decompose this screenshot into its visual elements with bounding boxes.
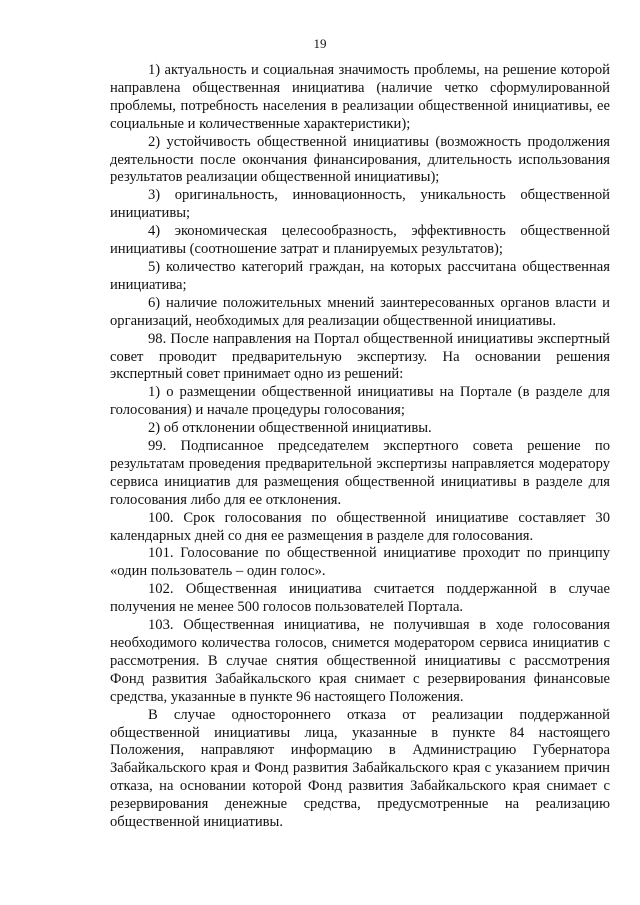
paragraph-clause-98: 98. После направления на Портал общественной инициативы экспертный совет проводит предварительную экспертизу. На основании решения экспертный совет принимает одно из решений: xyxy=(110,330,610,383)
page-number: 19 xyxy=(313,36,327,51)
paragraph-decision-1: 1) о размещении общественной инициативы на Портале (в разделе для голосования) и начале процедуры голосования; xyxy=(110,384,610,419)
paragraph-clause-99: 99. Подписанное председателем экспертного совета решение по результатам проведения предварительной экспертизы направляется модератору сервиса инициатив для размещения общественной инициативы в разделе для голосования либо для ее отклонения. xyxy=(110,438,610,508)
paragraph-criterion-2: 2) устойчивость общественной инициативы (возможность продолжения деятельности после окончания финансирования, длительность использования результатов реализации общественной инициативы); xyxy=(110,133,610,186)
document-body xyxy=(110,62,610,832)
paragraph-clause-101: 101. Голосование по общественной инициативе проходит по принципу «один пользователь – один голос». xyxy=(110,545,610,580)
paragraph-criterion-3: 3) оригинальность, инновационность, уникальность общественной инициативы; xyxy=(110,187,610,222)
paragraph-criterion-6: 6) наличие положительных мнений заинтересованных органов власти и организаций, необходимых для реализации общественной инициативы. xyxy=(110,294,610,329)
paragraph-decision-2: 2) об отклонении общественной инициативы. xyxy=(148,420,432,437)
paragraph-criterion-1: 1) актуальность и социальная значимость проблемы, на решение которой направлена общественная инициатива (наличие четко сформулированной проблемы, потребность населения в реализации общественной инициативы, ее социальные и количественные характеристики); xyxy=(110,62,610,132)
paragraph-criterion-4: 4) экономическая целесообразность, эффективность общественной инициативы (соотношение затрат и планируемых результатов); xyxy=(110,223,610,258)
paragraph-clause-102: 102. Общественная инициатива считается поддержанной в случае получения не менее 500 голосов пользователей Портала. xyxy=(110,581,610,616)
paragraph-clause-100: 100. Срок голосования по общественной инициативе составляет 30 календарных дней со дня ее размещения в разделе для голосования. xyxy=(110,509,610,544)
paragraph-refusal: В случае одностороннего отказа от реализации поддержанной общественной инициативы лица, указанные в пункте 84 настоящего Положения, направляют информацию в Администрацию Губернатора Забайкальского края и Фонд развития Забайкальского края с указанием причин отказа, на основании которой Фонд развития Забайкальского края снимает с резервирования денежные средства, предусмотренные на реализацию общественной инициативы. xyxy=(110,706,610,831)
paragraph-criterion-5: 5) количество категорий граждан, на которых рассчитана общественная инициатива; xyxy=(110,258,610,293)
paragraph-clause-103: 103. Общественная инициатива, не получившая в ходе голосования необходимого количества голосов, снимется модератором сервиса инициатив с рассмотрения. В случае снятия общественной инициативы с рассмотрения Фонд развития Забайкальского края снимает с резервирования финансовые средства, указанные в пункте 96 настоящего Положения. xyxy=(110,617,610,705)
